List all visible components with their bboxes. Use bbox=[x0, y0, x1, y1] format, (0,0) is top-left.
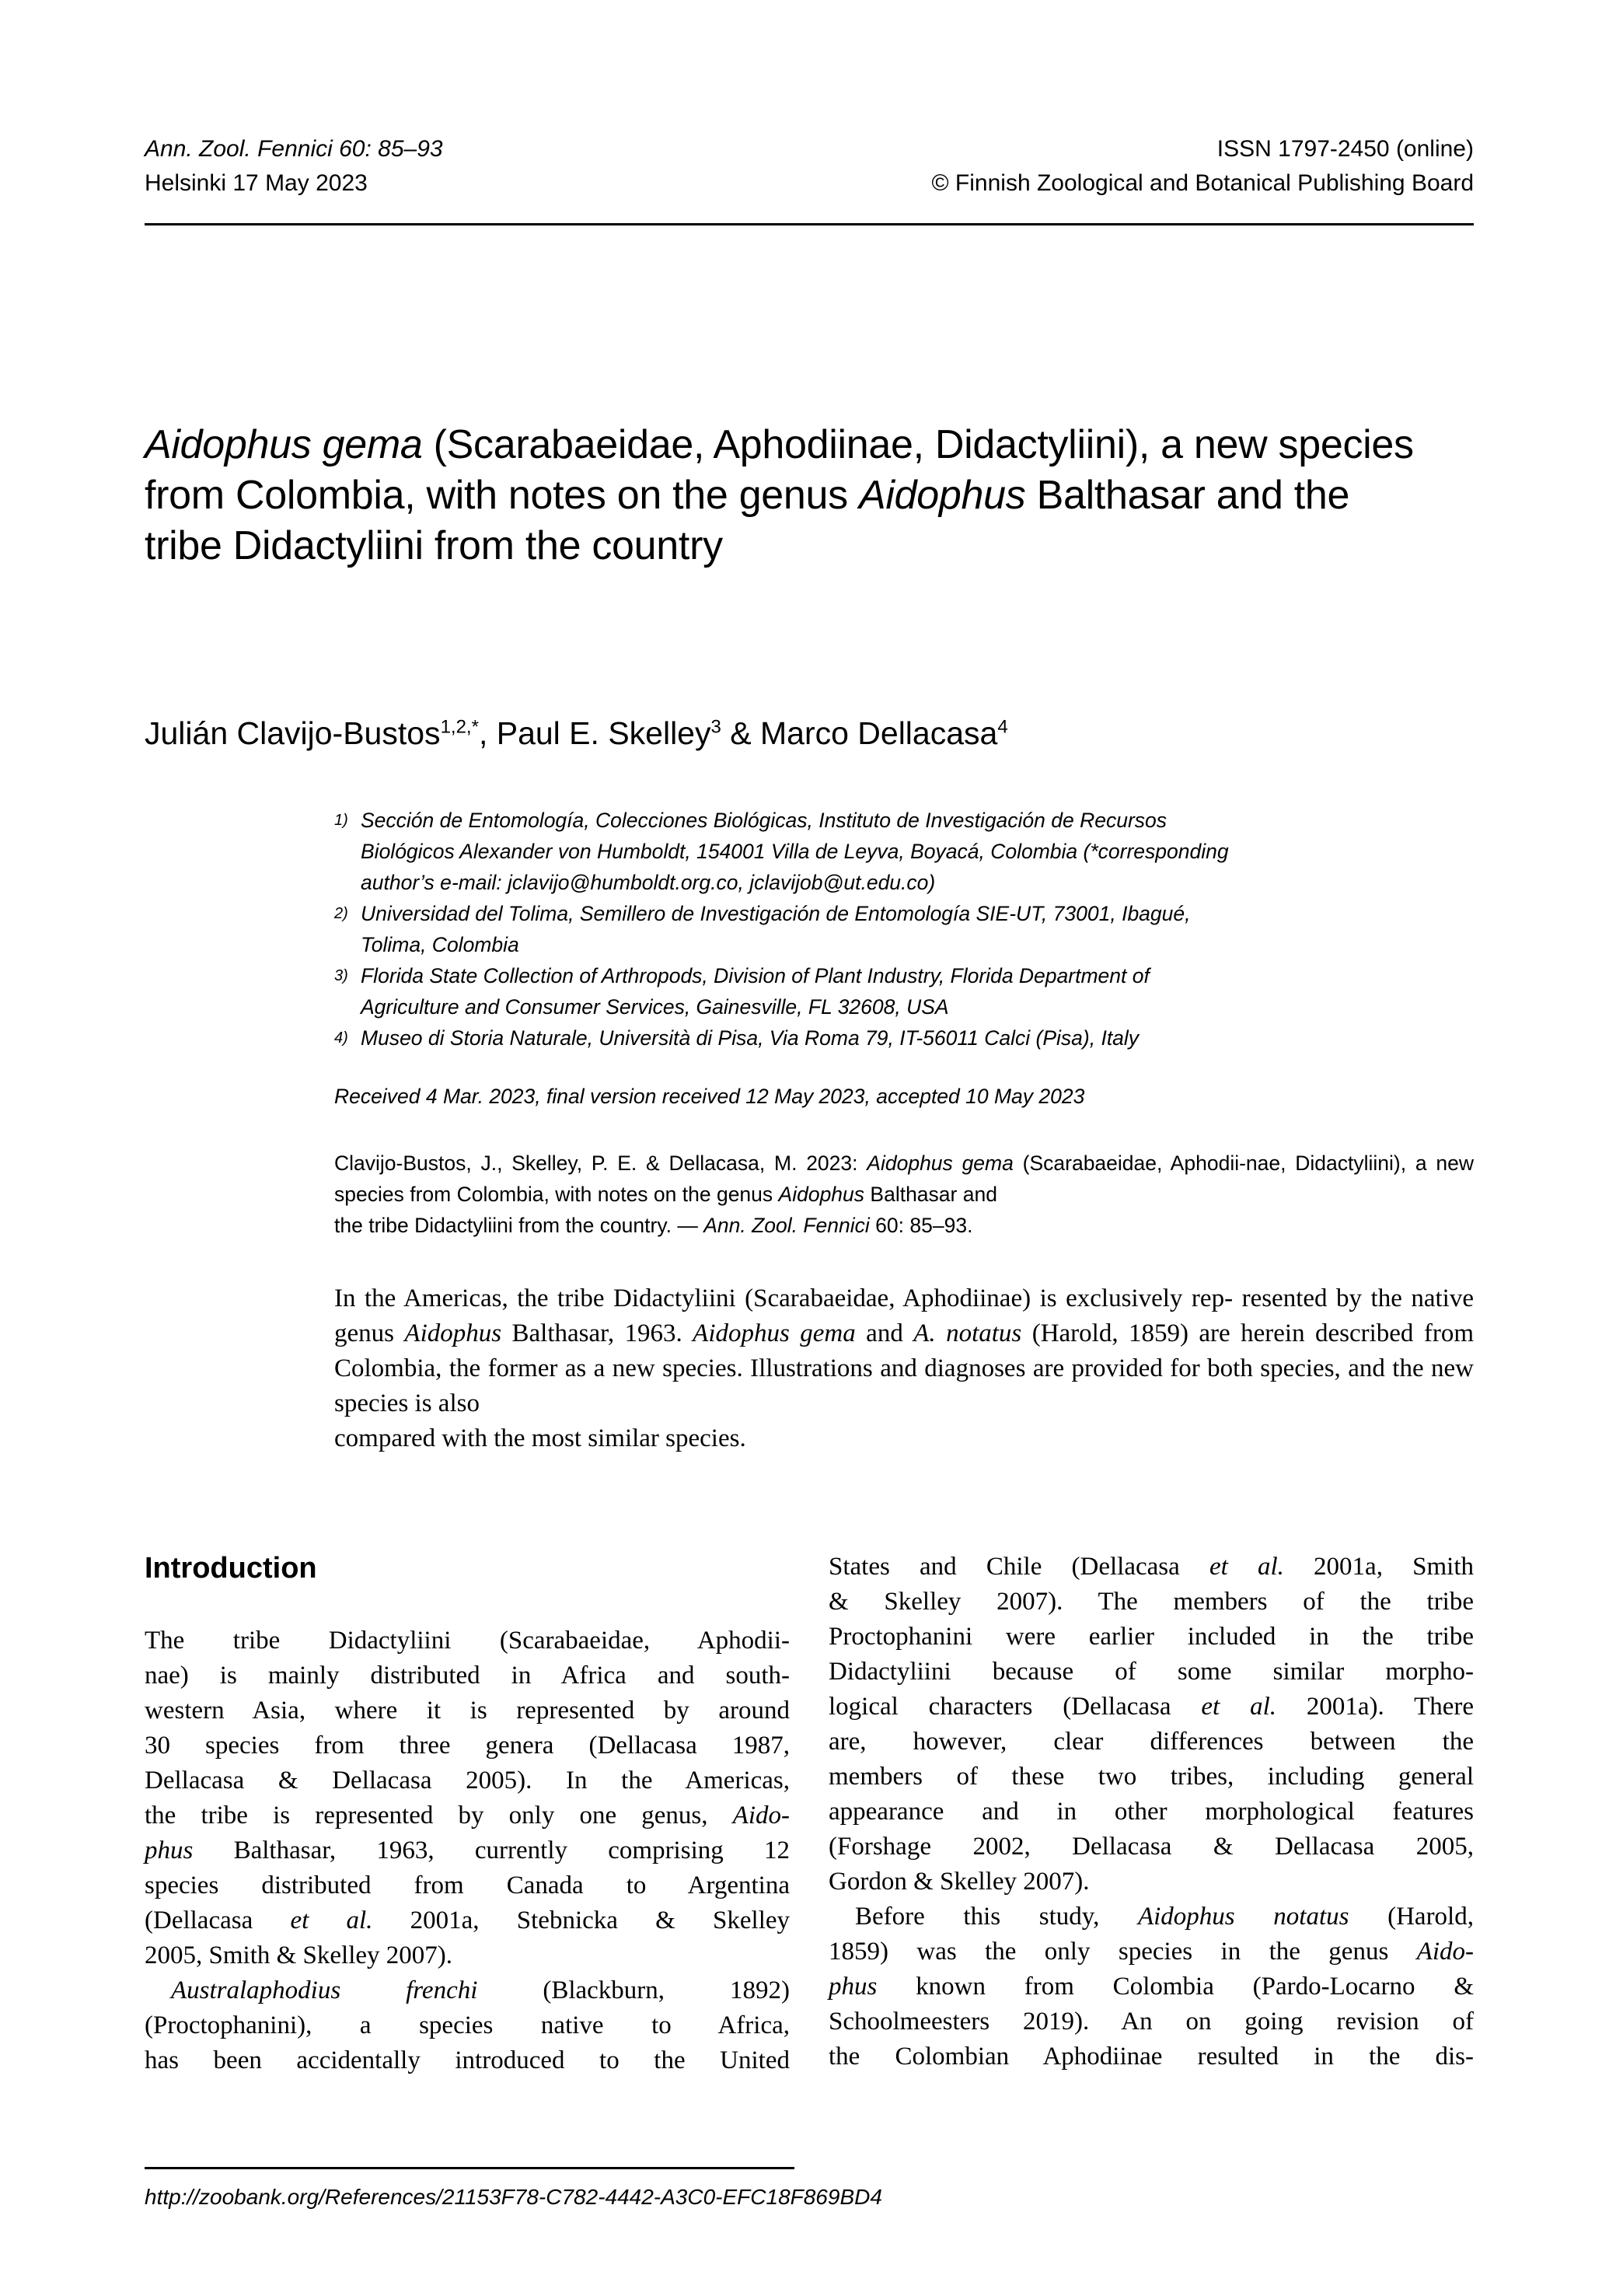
citation-text: 60: 85–93. bbox=[869, 1214, 973, 1237]
et-al-italic: et al. bbox=[1209, 1553, 1284, 1581]
title-part-4: Balthasar and the tribe Didactyliini from the country bbox=[145, 472, 1350, 568]
text-run: known from Colombia (Pardo-Locarno & bbox=[877, 1973, 1474, 2001]
abstract-last-line: compared with the most similar species. bbox=[334, 1424, 746, 1452]
text-line: western Asia, where it is represented by around bbox=[145, 1697, 790, 1725]
text-line: The tribe Didactyliini (Scarabaeidae, Aphodii- bbox=[145, 1627, 790, 1655]
affiliation-item bbox=[334, 805, 1474, 898]
text-line bbox=[145, 1903, 790, 1938]
affiliation-line: Tolima, Colombia bbox=[361, 933, 519, 956]
text-run: 2001a). There bbox=[1276, 1693, 1475, 1721]
text-line: (Forshage 2002, Dellacasa & Dellacasa 2005, bbox=[829, 1833, 1474, 1861]
genus-italic: Aido- bbox=[732, 1802, 790, 1829]
text-line bbox=[829, 1690, 1474, 1725]
text-line bbox=[829, 1899, 1474, 1934]
text-run: 2001a, Smith bbox=[1283, 1553, 1475, 1581]
abstract-text: Balthasar, 1963. bbox=[501, 1319, 693, 1347]
affiliation-item bbox=[334, 1022, 1474, 1054]
text-line: appearance and in other morphological features bbox=[829, 1798, 1474, 1826]
text-line: has been accidentally introduced to the United bbox=[145, 2046, 790, 2074]
text-run: the tribe is represented by only one genus, bbox=[145, 1802, 733, 1829]
text-line bbox=[829, 1934, 1474, 1969]
text-line: Schoolmeesters 2019). An on going revision of bbox=[829, 2008, 1474, 2036]
genus-italic: Aido- bbox=[1416, 1938, 1474, 1966]
author-separator-1: , bbox=[478, 715, 497, 751]
text-run: logical characters (Dellacasa bbox=[829, 1693, 1202, 1721]
author-1-affil-marks: 1,2,* bbox=[440, 716, 479, 738]
affiliation-marker: 3) bbox=[334, 967, 348, 984]
species-italic: Aidophus notatus bbox=[1137, 1903, 1349, 1931]
affiliation-line: Universidad del Tolima, Semillero de Investigación de Entomología SIE-UT, 73001, Ibagué, bbox=[361, 902, 1191, 925]
genus-italic: phus bbox=[145, 1836, 194, 1864]
issn: ISSN 1797-2450 (online) bbox=[1216, 136, 1474, 162]
paragraph bbox=[829, 1899, 1474, 2074]
text-line bbox=[145, 1973, 790, 2008]
masthead-row-2 bbox=[145, 166, 1474, 201]
abstract-text: and bbox=[855, 1319, 914, 1347]
affiliation-line: author’s e-mail: jclavijo@humboldt.org.co, jclavijob@ut.edu.co) bbox=[361, 871, 936, 894]
text-line bbox=[829, 1969, 1474, 2004]
text-line: (Proctophanini), a species native to Africa, bbox=[145, 2011, 790, 2039]
citation-last-line bbox=[334, 1210, 1474, 1241]
citation-text: Clavijo-Bustos, J., Skelley, P. E. & Dellacasa, M. 2023: bbox=[334, 1151, 867, 1175]
text-line bbox=[145, 1833, 790, 1868]
affiliation-line: Florida State Collection of Arthropods, Division of Plant Industry, Florida Department of bbox=[361, 964, 1150, 987]
abstract-species-2: A. notatus bbox=[913, 1319, 1022, 1347]
zoobank-url[interactable]: http://zoobank.org/References/21153F78-C782-4442-A3C0-EFC18F869BD4 bbox=[145, 2185, 882, 2209]
text-run: (Harold, bbox=[1349, 1903, 1474, 1931]
author-list bbox=[145, 713, 1474, 753]
et-al-italic: et al. bbox=[1201, 1693, 1277, 1721]
author-3-affil-marks: 4 bbox=[997, 716, 1008, 738]
article-metadata-block bbox=[334, 805, 1474, 1456]
masthead bbox=[145, 132, 1474, 201]
self-citation bbox=[334, 1148, 1474, 1241]
abstract-text: (Harold, 1859) are herein described from Colombia, the former as a new species. bbox=[334, 1319, 1475, 1382]
text-line: members of these two tribes, including general bbox=[829, 1763, 1474, 1791]
genus-italic: phus bbox=[829, 1973, 878, 2001]
text-line: & Skelley 2007). The members of the tribe bbox=[829, 1588, 1474, 1616]
text-run: States and Chile (Dellacasa bbox=[829, 1553, 1209, 1581]
citation-text: the tribe Didactyliini from the country. — bbox=[334, 1214, 704, 1237]
affiliation-marker: 2) bbox=[334, 905, 348, 922]
received-dates: Received 4 Mar. 2023, final version received 12 May 2023, accepted 10 May 2023 bbox=[334, 1085, 1085, 1108]
section-heading-introduction: Introduction bbox=[145, 1552, 317, 1585]
citation-text: nae, Didactyliini), a new species from Colombia, with notes on the genus bbox=[334, 1151, 1475, 1206]
author-separator-2: & bbox=[721, 715, 760, 751]
author-2-affil-marks: 3 bbox=[710, 716, 721, 738]
text-line: Didactyliini because of some similar morpho- bbox=[829, 1658, 1474, 1686]
text-line bbox=[829, 1550, 1474, 1585]
species-italic: Australaphodius frenchi bbox=[171, 1976, 478, 2004]
title-part-2: (Scarabaeidae, Aphodiinae, Didactyliini), a new species from Colombia, with notes on the genus bbox=[145, 421, 1414, 518]
citation-genus: Aidophus bbox=[778, 1183, 865, 1206]
et-al-italic: et al. bbox=[290, 1906, 373, 1934]
affiliation-list bbox=[334, 805, 1474, 1054]
abstract-genus-1: Aidophus bbox=[404, 1319, 502, 1347]
text-line: Proctophanini were earlier included in the tribe bbox=[829, 1623, 1474, 1651]
text-line: 2005, Smith & Skelley 2007). bbox=[145, 1941, 452, 1969]
copyright-line: © Finnish Zoological and Botanical Publishing Board bbox=[931, 170, 1474, 196]
text-line: nae) is mainly distributed in Africa and south- bbox=[145, 1662, 790, 1690]
paragraph bbox=[145, 1623, 790, 1973]
citation-species-1: Aidophus gema bbox=[867, 1151, 1014, 1175]
text-line bbox=[145, 1798, 790, 1833]
affiliation-item bbox=[334, 898, 1474, 960]
abstract-text: In the Americas, the tribe Didactyliini (Scarabaeidae, Aphodiinae) is exclusively rep- bbox=[334, 1284, 1234, 1312]
body-column-left bbox=[145, 1550, 790, 2078]
page-title bbox=[145, 420, 1435, 571]
text-line: Dellacasa & Dellacasa 2005). In the Americas, bbox=[145, 1767, 790, 1795]
journal-volume-pages: Ann. Zool. Fennici 60: 85–93 bbox=[145, 136, 443, 162]
affiliation-line: Biológicos Alexander von Humboldt, 154001 Villa de Leyva, Boyacá, Colombia (*corresponding bbox=[361, 840, 1229, 863]
body-column-right bbox=[829, 1550, 1474, 2074]
affiliation-marker: 4) bbox=[334, 1029, 348, 1047]
text-run: (Blackburn, 1892) bbox=[477, 1976, 790, 2004]
paragraph bbox=[829, 1550, 1474, 1899]
abstract-species-1: Aidophus gema bbox=[693, 1319, 856, 1347]
text-line: the Colombian Aphodiinae resulted in the dis- bbox=[829, 2043, 1474, 2071]
citation-text: (Scarabaeidae, Aphodii- bbox=[1013, 1151, 1246, 1175]
abstract bbox=[334, 1281, 1474, 1456]
text-line: Gordon & Skelley 2007). bbox=[829, 1868, 1090, 1896]
publication-city-date: Helsinki 17 May 2023 bbox=[145, 170, 368, 196]
affiliation-line: Museo di Storia Naturale, Università di Pisa, Via Roma 79, IT-56011 Calci (Pisa), Italy bbox=[361, 1026, 1140, 1050]
affiliation-marker: 1) bbox=[334, 812, 348, 829]
text-run: (Dellacasa bbox=[145, 1906, 291, 1934]
title-genus-species-1: Aidophus gema bbox=[145, 421, 423, 467]
footnote-divider bbox=[145, 2167, 794, 2169]
text-run: Balthasar, 1963, currently comprising 12 bbox=[193, 1836, 790, 1864]
text-line: species distributed from Canada to Argentina bbox=[145, 1871, 790, 1899]
masthead-row-1 bbox=[145, 132, 1474, 166]
text-run: 1859) was the only species in the genus bbox=[829, 1938, 1417, 1966]
abstract-text: resented by the native genus bbox=[334, 1284, 1475, 1347]
citation-journal: Ann. Zool. Fennici bbox=[703, 1214, 870, 1237]
citation-text: Balthasar and bbox=[864, 1183, 997, 1206]
text-run: Before this study, bbox=[855, 1903, 1138, 1931]
author-1-name: Julián Clavijo-Bustos bbox=[145, 715, 441, 751]
paragraph bbox=[145, 1973, 790, 2078]
title-genus-2: Aidophus bbox=[859, 472, 1026, 518]
author-2-name: Paul E. Skelley bbox=[496, 715, 711, 751]
affiliation-line: Agriculture and Consumer Services, Gainesville, FL 32608, USA bbox=[361, 995, 949, 1019]
author-3-name: Marco Dellacasa bbox=[759, 715, 998, 751]
masthead-divider bbox=[145, 223, 1474, 225]
text-line: are, however, clear differences between the bbox=[829, 1728, 1474, 1756]
affiliation-item bbox=[334, 960, 1474, 1022]
abstract-text: Illustrations and diagnoses are provided for both species, and the new species is also bbox=[334, 1354, 1475, 1417]
text-run: 2001a, Stebnicka & Skelley bbox=[372, 1906, 791, 1934]
text-line: 30 species from three genera (Dellacasa 1987, bbox=[145, 1732, 790, 1760]
affiliation-line: Sección de Entomología, Colecciones Biológicas, Instituto de Investigación de Recursos bbox=[361, 809, 1167, 832]
